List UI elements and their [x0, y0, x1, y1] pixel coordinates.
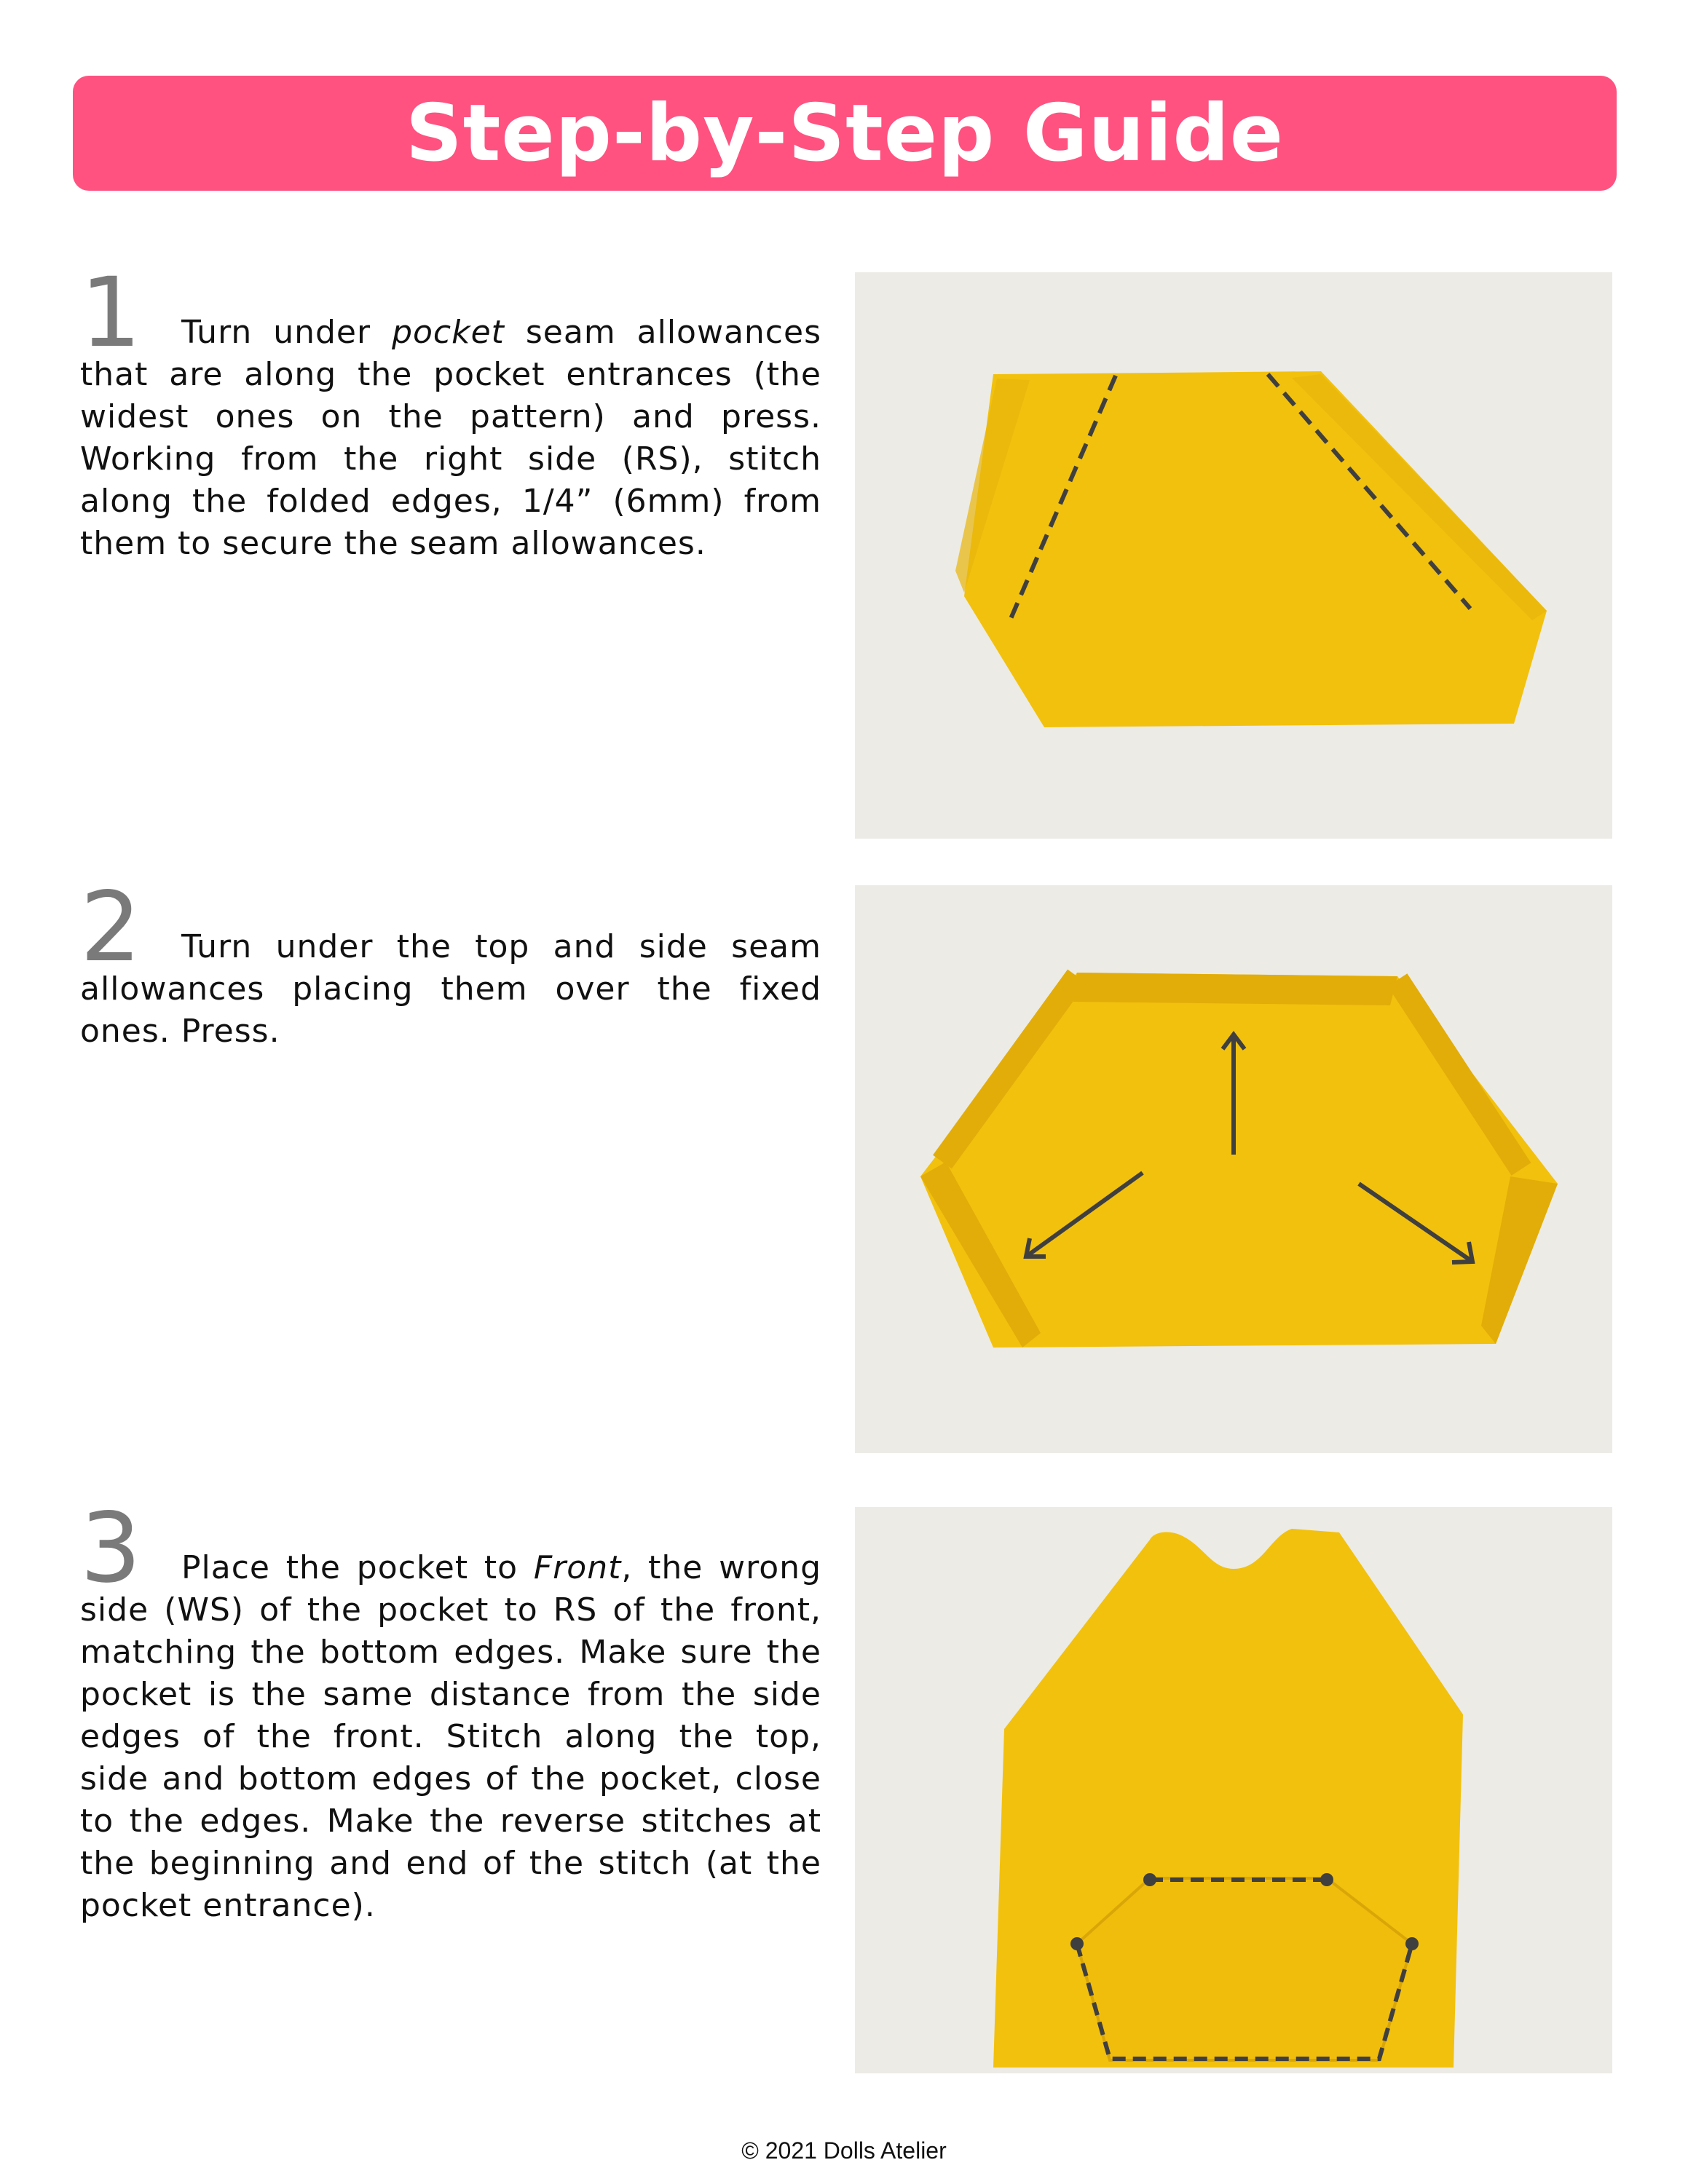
step-1-emphasis: pocket — [392, 314, 505, 351]
step-3-number: 3 — [80, 1492, 142, 1605]
page-title: Step-by-Step Guide — [406, 87, 1284, 179]
stitch-dot-1 — [1143, 1873, 1156, 1886]
step-2-photo — [855, 885, 1612, 1453]
step-3-photo — [855, 1507, 1612, 2073]
step-1-number: 1 — [80, 257, 142, 369]
footer-copyright: © 2021 Dolls Atelier — [741, 2137, 947, 2164]
stitch-dot-2 — [1320, 1873, 1333, 1886]
step-2-text: 2 Turn under the top and side seam allowances placing them over the fixed ones. Press. — [80, 871, 821, 1050]
step-3-text: 3 Place the pocket to Front, the wrong side (WS) of the pocket to RS of the front, matching the bottom edges. Make sure the pocket is the same distance from the side edges of the front. Stitch along the top, side and bottom edges of the pocket, close to the edges. Make the reverse stitches at the beginning and end of the stitch (at the pocket entrance). — [80, 1492, 822, 1924]
pocket-outline — [1077, 1878, 1412, 2060]
step-1-text: 1 Turn under pocket seam allowances that are along the pocket entrances (the widest ones on the pattern) and press. Working from the right side (RS), stitch along the folded edges, 1/4” (6mm) from them to secure the seam allowances. — [80, 257, 821, 562]
step-2-number: 2 — [80, 871, 142, 984]
step-1-photo — [855, 272, 1612, 839]
stitch-dot-3 — [1070, 1937, 1084, 1950]
title-banner — [73, 76, 1617, 191]
step-3-emphasis: Front — [533, 1549, 622, 1586]
stitch-dot-4 — [1405, 1937, 1419, 1950]
